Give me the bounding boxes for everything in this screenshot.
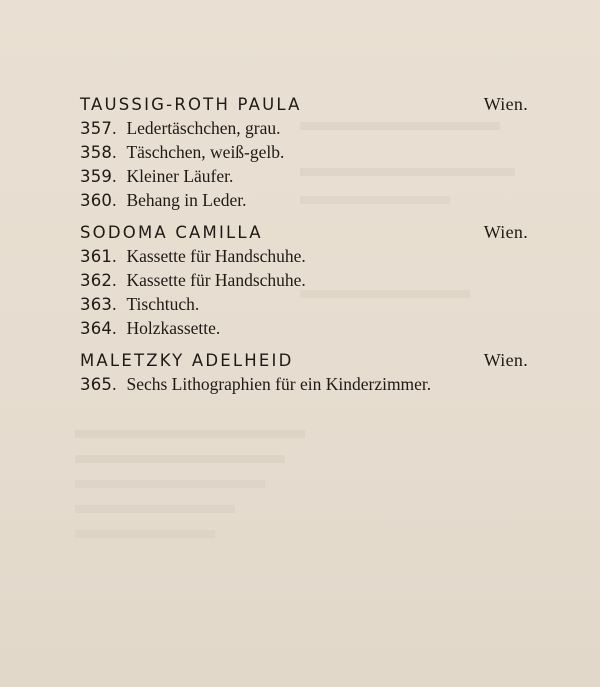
exhibitor-name: TAUSSIG-ROTH PAULA	[80, 95, 302, 114]
exhibitor-city: Wien.	[483, 222, 528, 242]
item-title: Kassette für Handschuhe.	[126, 270, 306, 290]
item-title: Holzkassette.	[126, 318, 221, 338]
item-number: 361	[80, 247, 113, 266]
item-number: 362	[80, 271, 113, 290]
item-title: Täschchen, weiß-gelb.	[126, 142, 285, 162]
catalog-item: 359 . Kleiner Läufer.	[80, 166, 234, 186]
item-title: Behang in Leder.	[126, 190, 247, 210]
exhibitor-header	[80, 222, 528, 246]
catalog-item: 361 . Kassette für Handschuhe.	[80, 246, 306, 266]
exhibitor-entry	[80, 222, 528, 342]
bleed-through-line	[75, 530, 215, 538]
catalog-item: 364 . Holzkassette.	[80, 318, 221, 338]
exhibitor-header	[80, 350, 528, 374]
catalog-item: 360 . Behang in Leder.	[80, 190, 247, 210]
exhibitor-entry	[80, 350, 528, 398]
exhibitor-entry	[80, 94, 528, 214]
bleed-through-line	[75, 505, 235, 513]
item-title: Kleiner Läufer.	[126, 166, 234, 186]
item-number: 364	[80, 319, 113, 338]
exhibitor-name: MALETZKY ADELHEID	[80, 351, 294, 370]
exhibitor-city: Wien.	[483, 94, 528, 114]
catalog-item: 365 . Sechs Lithographien für ein Kinderzimmer.	[80, 374, 432, 394]
bleed-through-line	[75, 455, 285, 463]
catalog-item: 357 . Ledertäschchen, grau.	[80, 118, 281, 138]
item-number: 365	[80, 375, 113, 394]
item-title: Tischtuch.	[126, 294, 200, 314]
item-title: Sechs Lithographien für ein Kinderzimmer.	[126, 374, 432, 394]
item-title: Kassette für Handschuhe.	[126, 246, 306, 266]
item-number: 363	[80, 295, 113, 314]
exhibitor-list	[80, 94, 528, 406]
bleed-through-line	[75, 480, 265, 488]
catalog-item: 362 . Kassette für Handschuhe.	[80, 270, 306, 290]
bleed-through-line	[75, 430, 305, 438]
catalog-item: 358 . Täschchen, weiß-gelb.	[80, 142, 285, 162]
exhibitor-city: Wien.	[483, 350, 528, 370]
exhibitor-header	[80, 94, 528, 118]
item-number: 360	[80, 191, 113, 210]
item-title: Ledertäschchen, grau.	[126, 118, 281, 138]
item-number: 357	[80, 119, 113, 138]
catalog-item: 363 . Tischtuch.	[80, 294, 200, 314]
exhibitor-name: SODOMA CAMILLA	[80, 223, 263, 242]
item-number: 358	[80, 143, 113, 162]
item-number: 359	[80, 167, 113, 186]
